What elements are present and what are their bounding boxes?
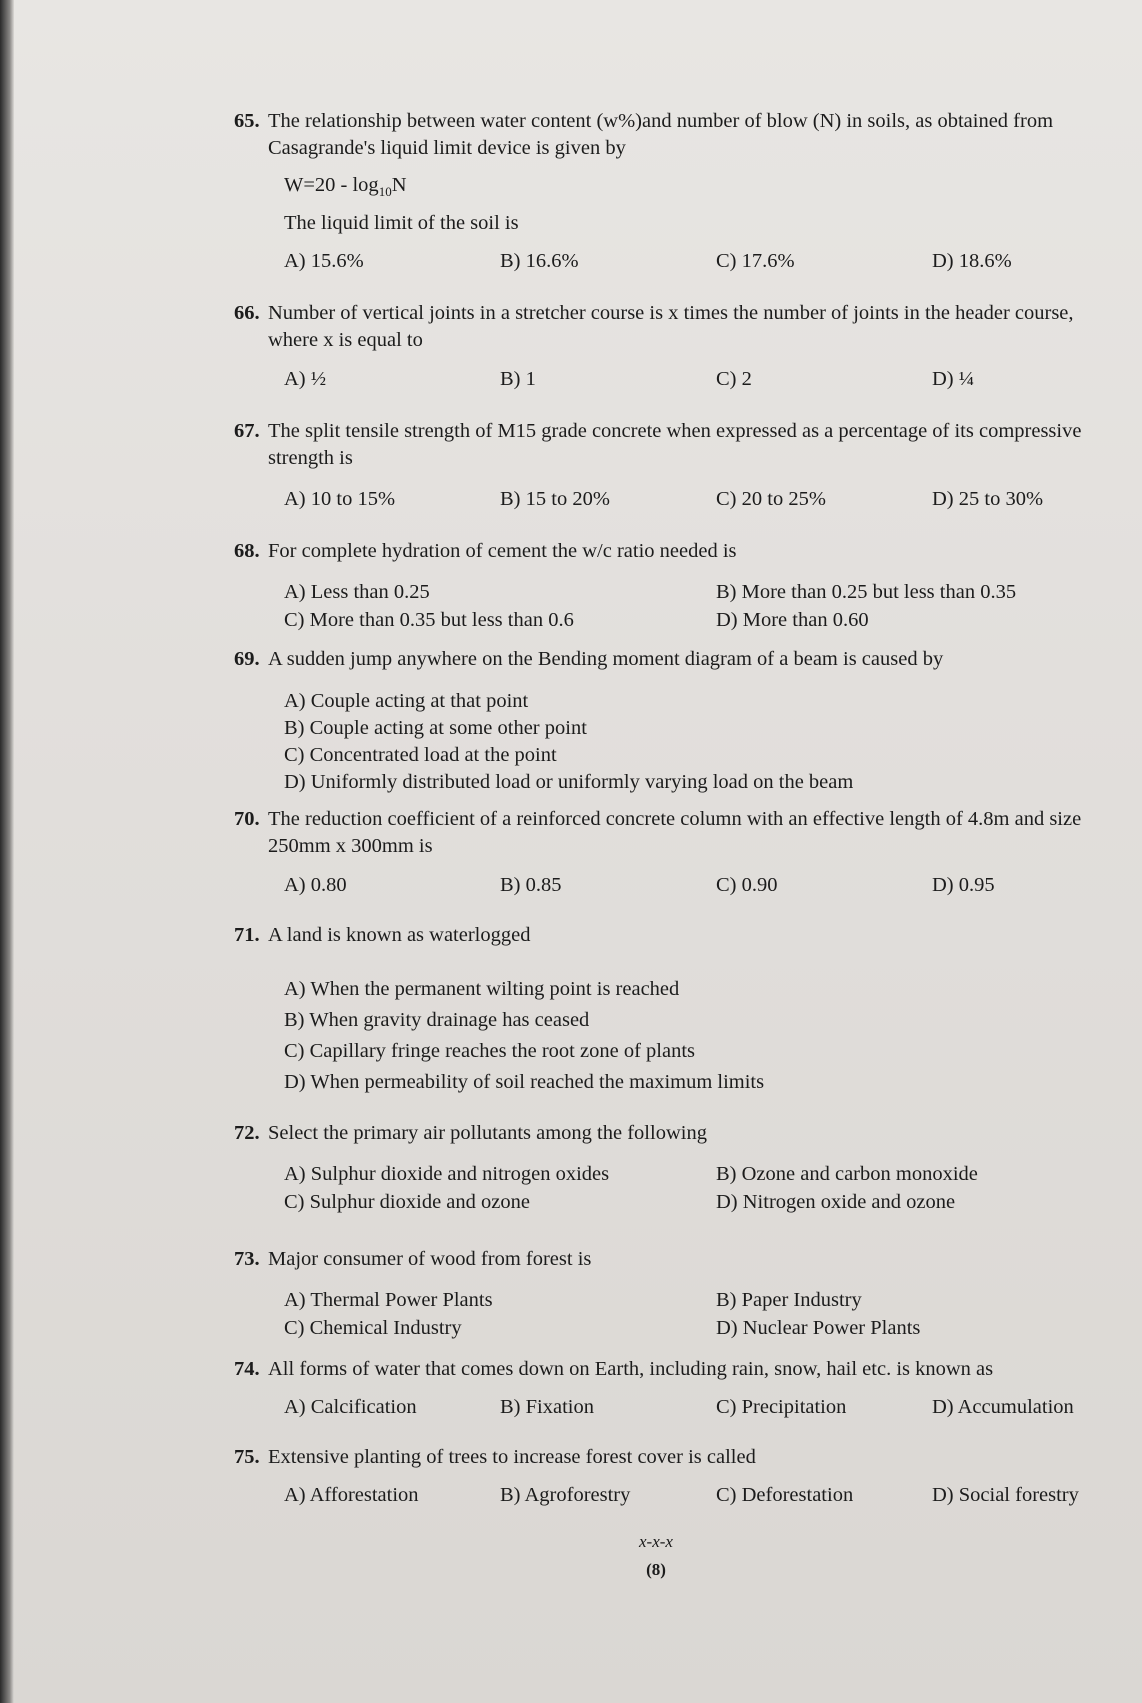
- question-text: Select the primary air pollutants among the following: [268, 1122, 707, 1144]
- page-number: (8): [646, 1560, 666, 1579]
- option-a: A) Sulphur dioxide and nitrogen oxides: [284, 1163, 610, 1185]
- question-number: 75.: [234, 1446, 260, 1468]
- question-74: [234, 1356, 1114, 1383]
- option-c: C) 20 to 25%: [716, 488, 826, 510]
- option-c: C) 2: [716, 368, 752, 390]
- option-c: C) Capillary fringe reaches the root zone of plants: [284, 1040, 695, 1062]
- formula-subscript: 10: [378, 184, 392, 200]
- question-number: 72.: [234, 1122, 260, 1144]
- question-number: 65.: [234, 110, 260, 132]
- question-number: 66.: [234, 302, 260, 324]
- question-text: The reduction coefficient of a reinforced concrete column with an effective length of 4.8m and size 250mm x 300mm is: [268, 808, 1082, 857]
- question-67: [234, 418, 1114, 472]
- question-number: 71.: [234, 924, 260, 946]
- option-b: B) Agroforestry: [500, 1484, 631, 1506]
- question-text: A land is known as waterlogged: [268, 924, 531, 946]
- option-b: B) When gravity drainage has ceased: [284, 1009, 590, 1031]
- option-d: D) ¼: [932, 368, 975, 390]
- options-69: [284, 688, 1114, 796]
- option-c: C) Concentrated load at the point: [284, 744, 557, 766]
- option-a: A) 10 to 15%: [284, 488, 396, 510]
- question-number: 74.: [234, 1358, 260, 1380]
- option-d: D) More than 0.60: [716, 609, 869, 631]
- option-a: A) Afforestation: [284, 1484, 419, 1506]
- option-b: B) Fixation: [500, 1396, 594, 1418]
- formula-prefix: W=20 - log: [284, 174, 379, 196]
- option-d: D) 0.95: [932, 874, 995, 896]
- question-number: 69.: [234, 648, 260, 670]
- options-72: [284, 1160, 1114, 1216]
- question-text: Major consumer of wood from forest is: [268, 1248, 592, 1270]
- option-c: C) Precipitation: [716, 1396, 847, 1418]
- option-b: B) 15 to 20%: [500, 488, 610, 510]
- question-text: The relationship between water content (w%)and number of blow (N) in soils, as obtained from Casagrande's liquid limit device is given by: [268, 110, 1054, 159]
- question-text: Extensive planting of trees to increase forest cover is called: [268, 1446, 756, 1468]
- option-c: C) Chemical Industry: [284, 1317, 462, 1339]
- option-a: A) Calcification: [284, 1396, 417, 1418]
- question-text: Number of vertical joints in a stretcher course is x times the number of joints in the header course, where x is equal to: [268, 302, 1074, 351]
- option-d: D) Nitrogen oxide and ozone: [716, 1191, 956, 1213]
- question-69: [234, 646, 1114, 673]
- option-d: D) 18.6%: [932, 250, 1012, 272]
- option-b: B) Couple acting at some other point: [284, 717, 587, 739]
- question-text: The split tensile strength of M15 grade concrete when expressed as a percentage of its compressive strength is: [268, 420, 1082, 469]
- formula-suffix: N: [391, 174, 407, 196]
- option-b: B) More than 0.25 but less than 0.35: [716, 581, 1017, 603]
- options-71: [284, 974, 1114, 1098]
- options-73: [284, 1286, 1114, 1342]
- question-70: [234, 806, 1114, 860]
- option-a: A) ½: [284, 368, 327, 390]
- question-number: 73.: [234, 1248, 260, 1270]
- options-68: [284, 578, 1114, 634]
- option-a: A) Couple acting at that point: [284, 690, 529, 712]
- question-66: [234, 300, 1114, 354]
- option-c: C) 17.6%: [716, 250, 795, 272]
- option-d: D) Nuclear Power Plants: [716, 1317, 921, 1339]
- option-b: B) 16.6%: [500, 250, 579, 272]
- question-71: [234, 922, 1114, 949]
- question-text: All forms of water that comes down on Earth, including rain, snow, hail etc. is known as: [268, 1358, 994, 1380]
- exam-page: [14, 0, 1142, 1703]
- question-65: [234, 108, 1114, 162]
- question-number: 68.: [234, 540, 260, 562]
- option-a: A) 0.80: [284, 874, 347, 896]
- question-68: [234, 538, 1114, 565]
- formula: [284, 172, 407, 205]
- option-a: A) Thermal Power Plants: [284, 1289, 493, 1311]
- question-number: 70.: [234, 808, 260, 830]
- option-d: D) 25 to 30%: [932, 488, 1044, 510]
- page-edge-shadow: [0, 0, 14, 1703]
- option-c: C) 0.90: [716, 874, 778, 896]
- option-d: D) Social forestry: [932, 1484, 1079, 1506]
- question-subtext: The liquid limit of the soil is: [284, 212, 519, 234]
- question-73: [234, 1246, 1114, 1273]
- option-b: B) 1: [500, 368, 536, 390]
- option-a: A) Less than 0.25: [284, 581, 430, 603]
- option-d: D) When permeability of soil reached the maximum limits: [284, 1071, 765, 1093]
- question-75: [234, 1444, 1114, 1471]
- end-mark: x-x-x: [639, 1532, 673, 1551]
- option-c: C) More than 0.35 but less than 0.6: [284, 609, 574, 631]
- question-72: [234, 1120, 1114, 1147]
- question-number: 67.: [234, 420, 260, 442]
- option-c: C) Sulphur dioxide and ozone: [284, 1191, 530, 1213]
- question-text: For complete hydration of cement the w/c ratio needed is: [268, 540, 737, 562]
- option-b: B) Paper Industry: [716, 1289, 862, 1311]
- option-b: B) Ozone and carbon monoxide: [716, 1163, 978, 1185]
- option-d: D) Accumulation: [932, 1396, 1074, 1418]
- option-d: D) Uniformly distributed load or uniformly varying load on the beam: [284, 771, 854, 793]
- option-b: B) 0.85: [500, 874, 562, 896]
- question-text: A sudden jump anywhere on the Bending moment diagram of a beam is caused by: [268, 648, 944, 670]
- option-c: C) Deforestation: [716, 1484, 854, 1506]
- option-a: A) 15.6%: [284, 250, 364, 272]
- option-a: A) When the permanent wilting point is reached: [284, 978, 680, 1000]
